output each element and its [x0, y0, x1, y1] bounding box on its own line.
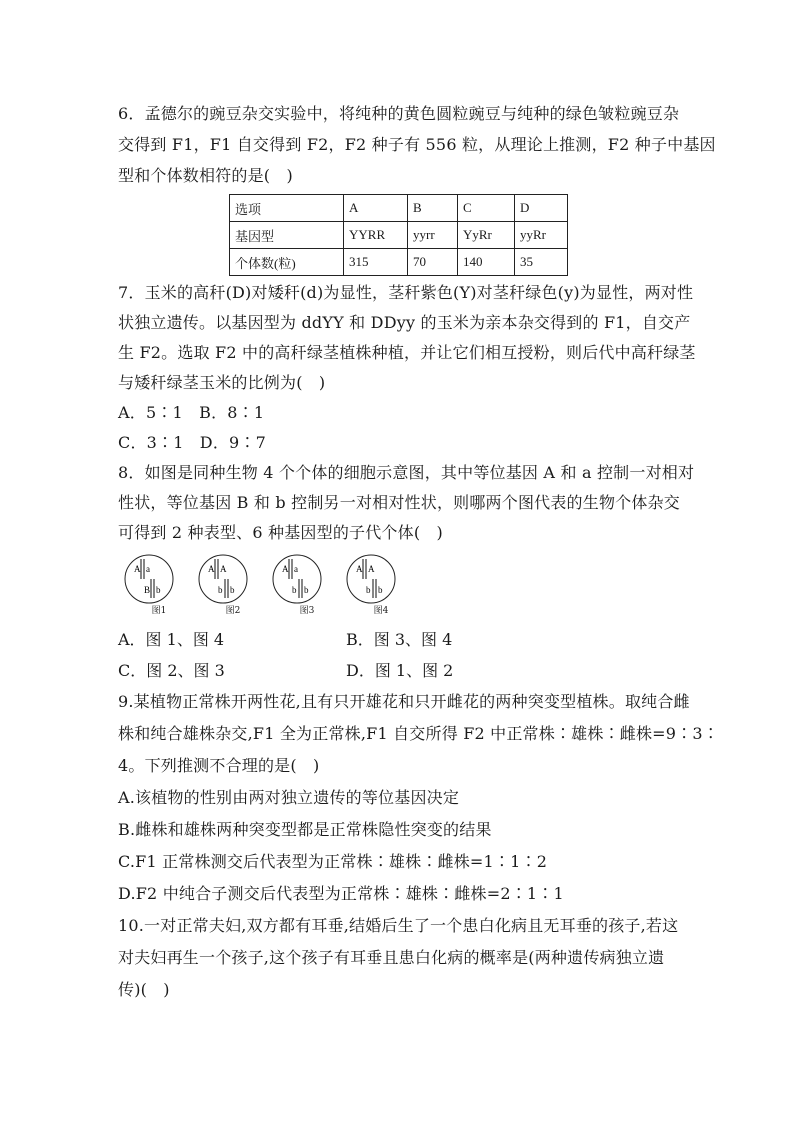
allele-label: A	[282, 564, 289, 574]
cell-figure-1	[122, 554, 196, 604]
question-8-line: 性状，等位基因 B 和 b 控制另一对相对性状，则哪两个图代表的生物个体杂交	[118, 493, 680, 512]
question-10-line: 传)( )	[118, 980, 170, 999]
question-6	[118, 98, 716, 276]
allele-label: b	[218, 585, 223, 595]
table-row	[230, 249, 568, 276]
question-9-line: 4。下列推测不合理的是( )	[118, 756, 320, 775]
table-cell: 35	[515, 249, 568, 276]
cell-diagram-row	[122, 554, 688, 604]
question-7-line: 状独立遗传。以基因型为 ddYY 和 DDyy 的玉米为亲本杂交得到的 F1，自交产	[118, 313, 691, 332]
cell-figure-4	[344, 554, 418, 604]
table-cell: YyRr	[458, 222, 515, 249]
question-7-option: C．3∶1 D．9∶7	[118, 433, 266, 452]
question-6-line: 交得到 F1，F1 自交得到 F2，F2 种子有 556 粒，从理论上推测，F2 种子中基因	[118, 135, 716, 154]
table-cell: A	[344, 195, 408, 222]
question-9-line: 9.某植物正常株开两性花,且有只开雄花和只开雌花的两种突变型植株。取纯合雌	[118, 692, 690, 711]
question-8-line: 可得到 2 种表型、6 种基因型的子代个体( )	[118, 523, 443, 542]
table-cell: B	[408, 195, 458, 222]
question-9-line: 株和纯合雄株杂交,F1 全为正常株,F1 自交所得 F2 中正常株∶雄株∶雌株=9∶3∶	[118, 724, 719, 743]
question-9-option: D.F2 中纯合子测交后代表型为正常株∶雄株∶雌株=2∶1∶1	[118, 884, 564, 903]
question-8-line: 8．如图是同种生物 4 个个体的细胞示意图，其中等位基因 A 和 a 控制一对相对	[118, 463, 695, 482]
allele-label: a	[146, 564, 150, 574]
table-cell: 选项	[230, 195, 344, 222]
figure-caption: 图3	[299, 606, 315, 616]
allele-label: A	[220, 564, 227, 574]
allele-label: b	[156, 585, 161, 595]
allele-label: B	[144, 585, 151, 595]
figure-caption: 图4	[373, 606, 389, 616]
table-cell: YYRR	[344, 222, 408, 249]
question-10-line: 10.一对正常夫妇,双方都有耳垂,结婚后生了一个患白化病且无耳垂的孩子,若这	[118, 916, 679, 935]
table-cell: 个体数(粒)	[230, 249, 344, 276]
question-10-line: 对夫妇再生一个孩子,这个孩子有耳垂且患白化病的概率是(两种遗传病独立遗	[118, 948, 665, 967]
question-8-options-row	[118, 624, 688, 655]
figure-captions	[122, 604, 688, 624]
table-cell: yyRr	[515, 222, 568, 249]
question-9-option: C.F1 正常株测交后代表型为正常株∶雄株∶雌株=1∶1∶2	[118, 852, 548, 871]
allele-label: A	[208, 564, 215, 574]
question-7-option: A．5∶1 B．8∶1	[118, 403, 265, 422]
allele-label: b	[230, 585, 235, 595]
question-7-line: 7．玉米的高秆(D)对矮秆(d)为显性，茎秆紫色(Y)对茎秆绿色(y)为显性，两对性	[118, 283, 694, 302]
table-cell: 70	[408, 249, 458, 276]
question-8-option: C．图 2、图 3	[118, 661, 225, 680]
exam-page	[118, 98, 719, 1006]
table-row	[230, 222, 568, 249]
allele-label: b	[292, 585, 297, 595]
question-9-option: B.雌株和雄株两种突变型都是正常株隐性突变的结果	[118, 820, 492, 839]
question-8-option: D．图 1、图 2	[346, 661, 454, 680]
genotype-table	[229, 194, 568, 276]
cell-figure-3	[270, 554, 344, 604]
question-7-line: 生 F2。选取 F2 中的高秆绿茎植株种植，并让它们相互授粉，则后代中高秆绿茎	[118, 343, 696, 362]
table-cell: 315	[344, 249, 408, 276]
allele-label: b	[304, 585, 309, 595]
table-cell: yyrr	[408, 222, 458, 249]
table-cell: D	[515, 195, 568, 222]
figure-caption: 图1	[151, 606, 167, 616]
table-cell: 140	[458, 249, 515, 276]
question-6-line: 型和个体数相符的是( )	[118, 166, 293, 185]
question-8	[118, 458, 695, 686]
allele-label: A	[368, 564, 375, 574]
allele-label: a	[294, 564, 298, 574]
question-8-option: B．图 3、图 4	[346, 630, 453, 649]
table-row	[230, 195, 568, 222]
allele-label: A	[134, 564, 141, 574]
question-9	[118, 686, 719, 910]
question-10	[118, 910, 688, 1006]
question-9-option: A.该植物的性别由两对独立遗传的等位基因决定	[118, 788, 460, 807]
allele-label: b	[366, 585, 371, 595]
question-7-line: 与矮秆绿茎玉米的比例为( )	[118, 373, 326, 392]
question-8-options-row	[118, 655, 688, 686]
question-6-line: 6．孟德尔的豌豆杂交实验中，将纯种的黄色圆粒豌豆与纯种的绿色皱粒豌豆杂	[118, 104, 680, 123]
figure-caption: 图2	[225, 606, 241, 616]
cell-figure-2	[196, 554, 270, 604]
table-cell: C	[458, 195, 515, 222]
allele-label: b	[378, 585, 383, 595]
table-cell: 基因型	[230, 222, 344, 249]
question-8-option: A．图 1、图 4	[118, 630, 225, 649]
allele-label: A	[356, 564, 363, 574]
question-7	[118, 278, 696, 458]
